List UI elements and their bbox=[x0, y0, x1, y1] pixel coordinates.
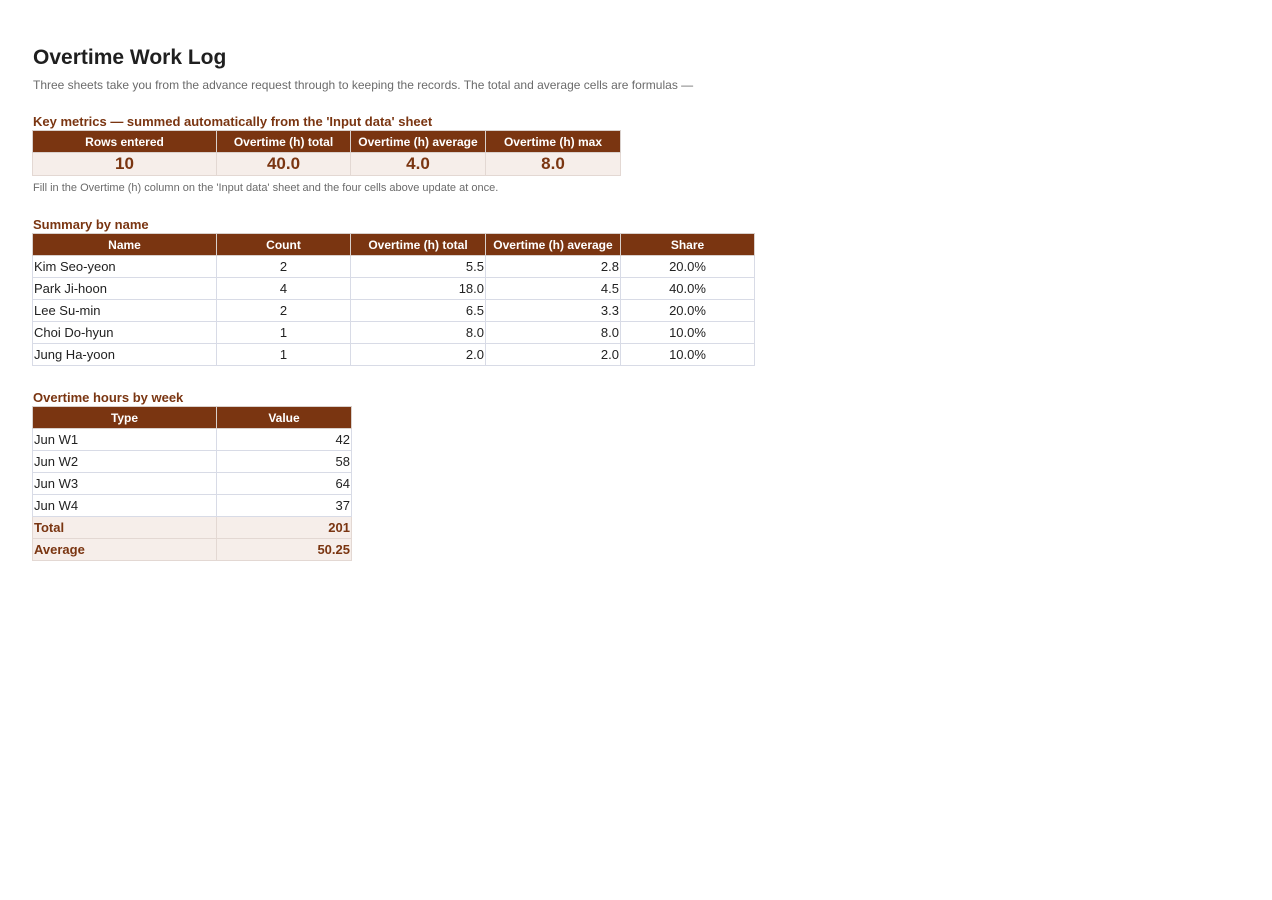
total-cell[interactable]: 2.0 bbox=[351, 344, 486, 366]
week-label-cell[interactable]: Jun W3 bbox=[33, 473, 217, 495]
table-row bbox=[33, 344, 755, 366]
week-label-cell[interactable]: Jun W1 bbox=[33, 429, 217, 451]
metrics-value-total[interactable]: 40.0 bbox=[217, 153, 351, 176]
summary-header-count: Count bbox=[217, 234, 351, 256]
key-metrics-note: Fill in the Overtime (h) column on the 'Input data' sheet and the four cells above update at once. bbox=[33, 182, 499, 194]
table-row bbox=[33, 256, 755, 278]
metrics-value-max[interactable]: 8.0 bbox=[486, 153, 621, 176]
weekly-hours-heading: Overtime hours by week bbox=[33, 390, 184, 405]
summary-by-name-table bbox=[32, 233, 755, 366]
total-cell[interactable]: 5.5 bbox=[351, 256, 486, 278]
metrics-header-rows-entered: Rows entered bbox=[33, 131, 217, 153]
key-metrics-heading: Key metrics — summed automatically from the 'Input data' sheet bbox=[33, 114, 433, 129]
page-title: Overtime Work Log bbox=[33, 46, 227, 69]
table-row bbox=[33, 278, 755, 300]
week-value-cell[interactable]: 37 bbox=[217, 495, 352, 517]
count-cell[interactable]: 1 bbox=[217, 344, 351, 366]
summary-header-row bbox=[33, 234, 755, 256]
week-value-cell[interactable]: 64 bbox=[217, 473, 352, 495]
table-row bbox=[33, 473, 352, 495]
average-cell[interactable]: 4.5 bbox=[486, 278, 621, 300]
weekly-header-row bbox=[33, 407, 352, 429]
average-cell[interactable]: 2.0 bbox=[486, 344, 621, 366]
metrics-header-total: Overtime (h) total bbox=[217, 131, 351, 153]
name-cell[interactable]: Kim Seo-yeon bbox=[33, 256, 217, 278]
total-cell[interactable]: 18.0 bbox=[351, 278, 486, 300]
weekly-header-type: Type bbox=[33, 407, 217, 429]
key-metrics-value-row bbox=[33, 153, 621, 176]
total-cell[interactable]: 8.0 bbox=[351, 322, 486, 344]
share-cell[interactable]: 40.0% bbox=[621, 278, 755, 300]
name-cell[interactable]: Choi Do-hyun bbox=[33, 322, 217, 344]
report-page bbox=[33, 44, 1253, 561]
summary-header-share: Share bbox=[621, 234, 755, 256]
key-metrics-header-row bbox=[33, 131, 621, 153]
table-row bbox=[33, 322, 755, 344]
week-value-cell[interactable]: 42 bbox=[217, 429, 352, 451]
name-cell[interactable]: Jung Ha-yoon bbox=[33, 344, 217, 366]
weekly-average-row bbox=[33, 539, 352, 561]
total-cell[interactable]: 6.5 bbox=[351, 300, 486, 322]
average-cell[interactable]: 8.0 bbox=[486, 322, 621, 344]
total-value-cell[interactable]: 201 bbox=[217, 517, 352, 539]
total-label-cell[interactable]: Total bbox=[33, 517, 217, 539]
share-cell[interactable]: 20.0% bbox=[621, 256, 755, 278]
week-value-cell[interactable]: 58 bbox=[217, 451, 352, 473]
name-cell[interactable]: Park Ji-hoon bbox=[33, 278, 217, 300]
average-cell[interactable]: 3.3 bbox=[486, 300, 621, 322]
average-cell[interactable]: 2.8 bbox=[486, 256, 621, 278]
name-cell[interactable]: Lee Su-min bbox=[33, 300, 217, 322]
page-subtitle: Three sheets take you from the advance request through to keeping the records. The total and average cells are formulas — bbox=[33, 78, 694, 92]
metrics-header-average: Overtime (h) average bbox=[351, 131, 486, 153]
table-row bbox=[33, 451, 352, 473]
count-cell[interactable]: 1 bbox=[217, 322, 351, 344]
table-row bbox=[33, 300, 755, 322]
weekly-total-row bbox=[33, 517, 352, 539]
table-row bbox=[33, 495, 352, 517]
table-row bbox=[33, 429, 352, 451]
key-metrics-table bbox=[32, 130, 621, 176]
summary-header-average: Overtime (h) average bbox=[486, 234, 621, 256]
summary-header-total: Overtime (h) total bbox=[351, 234, 486, 256]
average-value-cell[interactable]: 50.25 bbox=[217, 539, 352, 561]
metrics-value-rows-entered[interactable]: 10 bbox=[33, 153, 217, 176]
share-cell[interactable]: 20.0% bbox=[621, 300, 755, 322]
summary-by-name-heading: Summary by name bbox=[33, 217, 149, 232]
share-cell[interactable]: 10.0% bbox=[621, 322, 755, 344]
count-cell[interactable]: 2 bbox=[217, 256, 351, 278]
summary-header-name: Name bbox=[33, 234, 217, 256]
count-cell[interactable]: 2 bbox=[217, 300, 351, 322]
count-cell[interactable]: 4 bbox=[217, 278, 351, 300]
weekly-hours-table bbox=[32, 406, 352, 561]
weekly-header-value: Value bbox=[217, 407, 352, 429]
week-label-cell[interactable]: Jun W4 bbox=[33, 495, 217, 517]
share-cell[interactable]: 10.0% bbox=[621, 344, 755, 366]
metrics-value-average[interactable]: 4.0 bbox=[351, 153, 486, 176]
metrics-header-max: Overtime (h) max bbox=[486, 131, 621, 153]
week-label-cell[interactable]: Jun W2 bbox=[33, 451, 217, 473]
average-label-cell[interactable]: Average bbox=[33, 539, 217, 561]
